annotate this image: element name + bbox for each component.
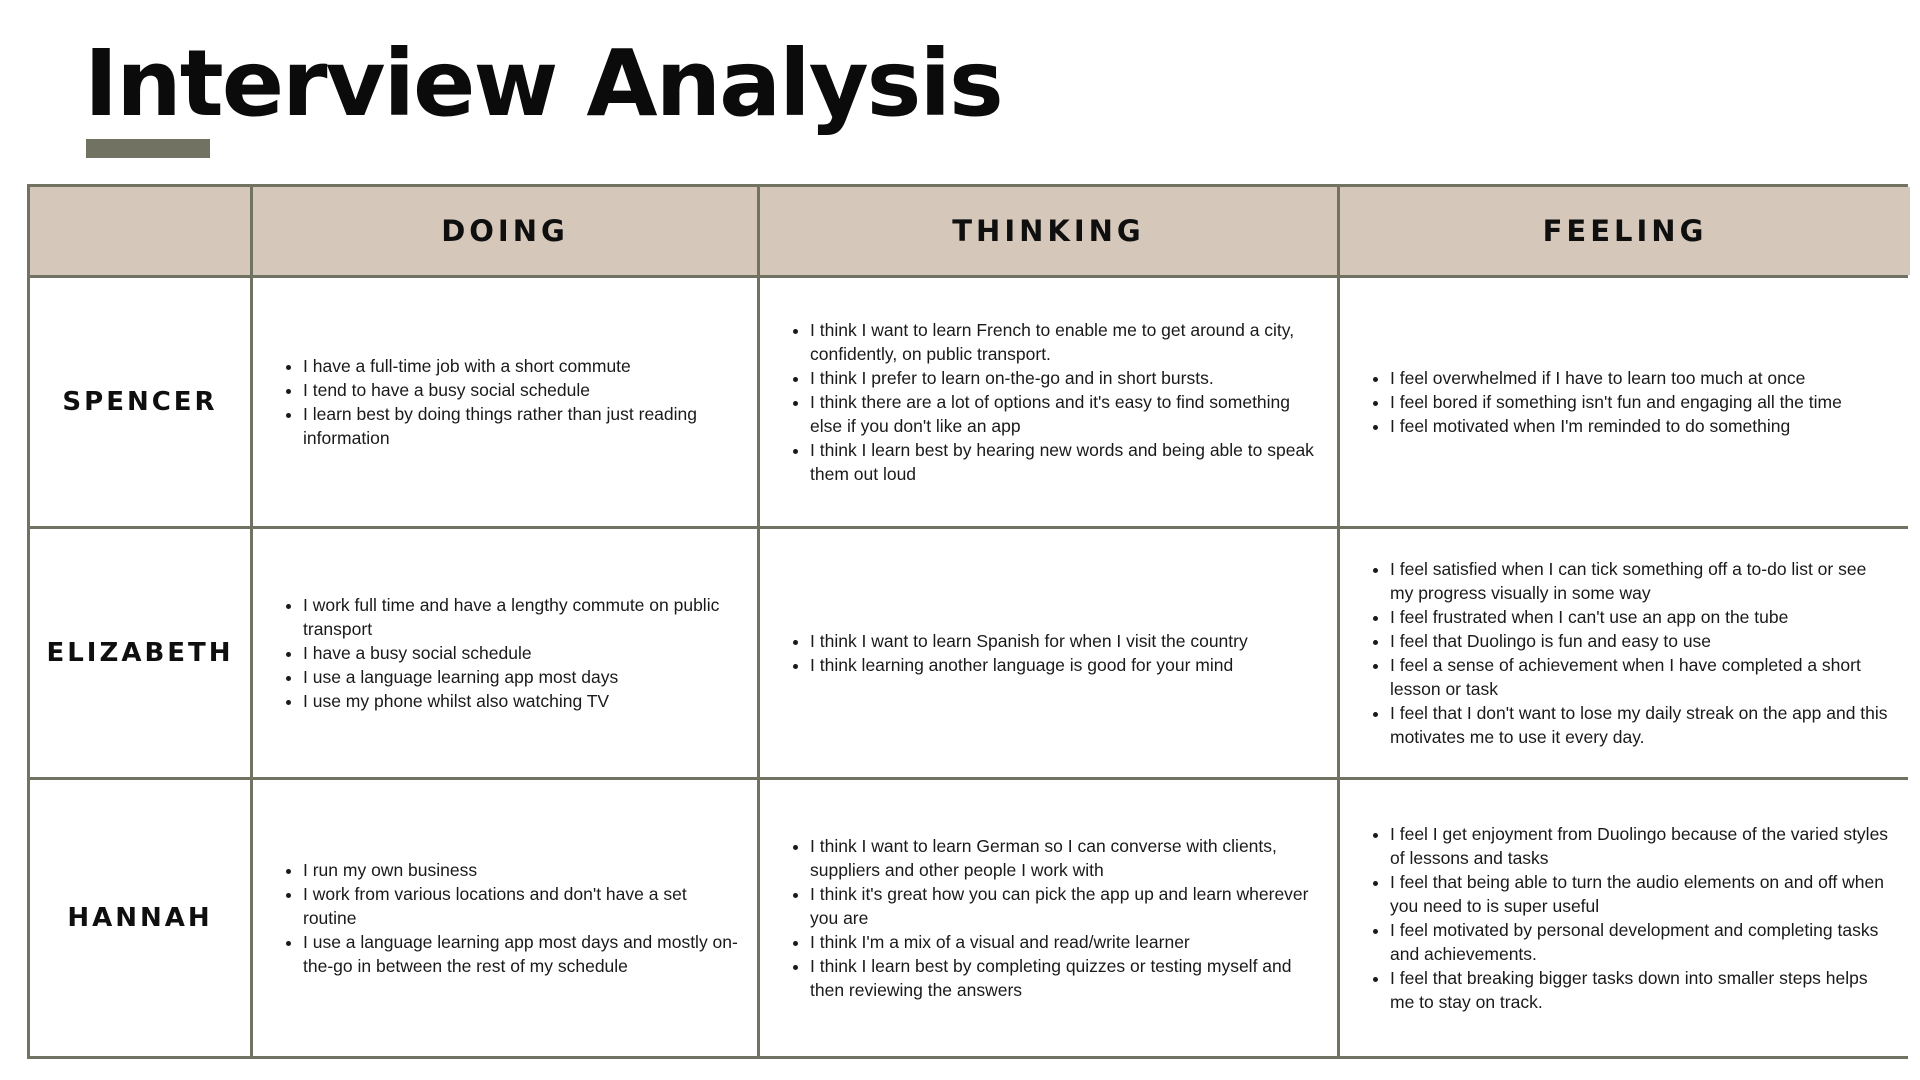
- cell-thinking: [760, 780, 1337, 1056]
- list-item: • I think I want to learn Spanish for when I visit the country: [810, 629, 1248, 653]
- cell-doing: [253, 278, 757, 526]
- list-item: • I use my phone whilst also watching TV: [303, 689, 739, 713]
- header-thinking: THINKING: [760, 187, 1337, 275]
- bullet-list: [279, 858, 739, 978]
- list-item: • I feel that Duolingo is fun and easy to use: [1390, 629, 1892, 653]
- list-item: • I feel bored if something isn't fun and engaging all the time: [1390, 390, 1842, 414]
- list-item: • I think I learn best by hearing new words and being able to speak them out loud: [810, 438, 1319, 486]
- list-item: • I learn best by doing things rather than just reading information: [303, 402, 739, 450]
- header-doing: DOING: [253, 187, 757, 275]
- cell-doing: [253, 780, 757, 1056]
- title-underline: [86, 139, 210, 158]
- list-item: • I think I learn best by completing quizzes or testing myself and then reviewing the answers: [810, 954, 1319, 1002]
- list-item: • I work from various locations and don't have a set routine: [303, 882, 739, 930]
- header-feeling: FEELING: [1340, 187, 1910, 275]
- list-item: • I feel motivated by personal development and completing tasks and achievements.: [1390, 918, 1892, 966]
- list-item: • I feel that breaking bigger tasks down into smaller steps helps me to stay on track.: [1390, 966, 1892, 1014]
- list-item: • I think I want to learn French to enable me to get around a city, confidently, on public transport.: [810, 318, 1319, 366]
- list-item: • I work full time and have a lengthy commute on public transport: [303, 593, 739, 641]
- row-name-hannah: HANNAH: [30, 780, 250, 1056]
- list-item: • I think it's great how you can pick the app up and learn wherever you are: [810, 882, 1319, 930]
- bullet-list: [279, 593, 739, 713]
- row-name-spencer: SPENCER: [30, 278, 250, 526]
- bullet-list: [786, 318, 1319, 486]
- list-item: • I think learning another language is good for your mind: [810, 653, 1248, 677]
- cell-doing: [253, 529, 757, 777]
- header-corner-cell: [30, 187, 250, 275]
- page-title: Interview Analysis: [84, 30, 1002, 137]
- list-item: • I have a busy social schedule: [303, 641, 739, 665]
- cell-thinking: [760, 529, 1337, 777]
- list-item: • I think I want to learn German so I can converse with clients, suppliers and other people I work with: [810, 834, 1319, 882]
- cell-feeling: [1340, 278, 1910, 526]
- cell-feeling: [1340, 780, 1910, 1056]
- list-item: • I feel motivated when I'm reminded to do something: [1390, 414, 1842, 438]
- list-item: • I feel that being able to turn the audio elements on and off when you need to is super useful: [1390, 870, 1892, 918]
- list-item: • I feel satisfied when I can tick something off a to-do list or see my progress visually in some way: [1390, 557, 1892, 605]
- analysis-table: [27, 184, 1908, 1059]
- list-item: • I run my own business: [303, 858, 739, 882]
- bullet-list: [279, 354, 739, 450]
- list-item: • I feel overwhelmed if I have to learn too much at once: [1390, 366, 1842, 390]
- list-item: • I feel frustrated when I can't use an app on the tube: [1390, 605, 1892, 629]
- list-item: • I feel a sense of achievement when I have completed a short lesson or task: [1390, 653, 1892, 701]
- list-item: • I think I'm a mix of a visual and read/write learner: [810, 930, 1319, 954]
- cell-thinking: [760, 278, 1337, 526]
- list-item: • I tend to have a busy social schedule: [303, 378, 739, 402]
- list-item: • I feel that I don't want to lose my daily streak on the app and this motivates me to use it every day.: [1390, 701, 1892, 749]
- list-item: • I use a language learning app most days and mostly on-the-go in between the rest of my schedule: [303, 930, 739, 978]
- list-item: • I think there are a lot of options and it's easy to find something else if you don't like an app: [810, 390, 1319, 438]
- list-item: • I use a language learning app most days: [303, 665, 739, 689]
- list-item: • I have a full-time job with a short commute: [303, 354, 739, 378]
- bullet-list: [1366, 557, 1892, 749]
- list-item: • I feel I get enjoyment from Duolingo because of the varied styles of lessons and tasks: [1390, 822, 1892, 870]
- row-name-elizabeth: ELIZABETH: [30, 529, 250, 777]
- bullet-list: [786, 629, 1248, 677]
- bullet-list: [786, 834, 1319, 1002]
- cell-feeling: [1340, 529, 1910, 777]
- bullet-list: [1366, 822, 1892, 1014]
- list-item: • I think I prefer to learn on-the-go and in short bursts.: [810, 366, 1319, 390]
- bullet-list: [1366, 366, 1842, 438]
